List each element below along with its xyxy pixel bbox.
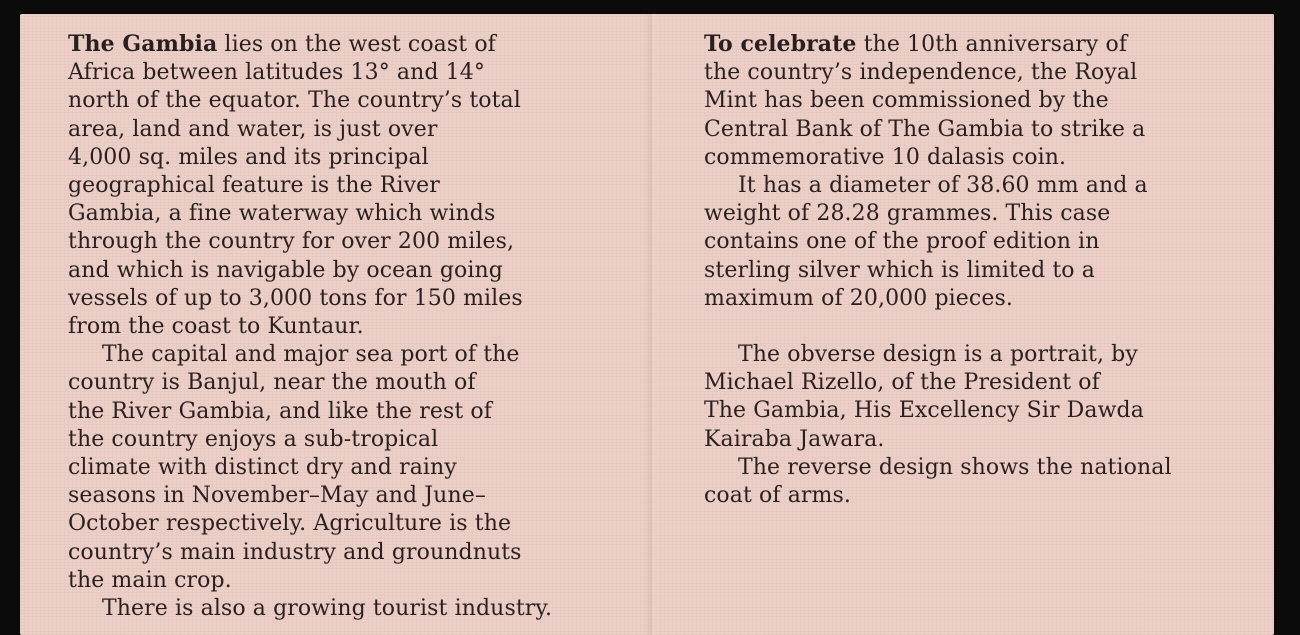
right-paragraph-4: The reverse design shows the national coat of arms.: [704, 454, 1172, 509]
left-panel: [68, 30, 640, 623]
left-lead-text: The Gambia: [68, 31, 218, 57]
left-paragraph-3: There is also a growing tourist industry.: [102, 596, 553, 622]
paragraph-spacer: [704, 313, 1264, 341]
right-paragraph-1: [704, 30, 1264, 172]
left-paragraph-1-text: lies on the west coast of Africa between latitudes 13° and 14° north of the equator. The country’s total area, land and water, is just over 4,000 sq. miles and its principal geographical feature is the River Gambia, a fine waterway which winds through the country for over 200 miles, and which is navigable by ocean going vessels of up to 3,000 tons for 150 miles from the coast to Kuntaur.: [68, 32, 523, 340]
right-panel: [704, 30, 1264, 510]
left-paragraph-1: [68, 30, 640, 341]
right-paragraph-2: It has a diameter of 38.60 mm and a weight of 28.28 grammes. This case contains one of the proof edition in sterling silver which is limited to a maximum of 20,000 pieces.: [704, 173, 1148, 311]
right-paragraph-3: The obverse design is a portrait, by Michael Rizello, of the President of The Gambia, His Excellency Sir Dawda Kairaba Jawara.: [704, 342, 1144, 452]
right-paragraph-1-text: the 10th anniversary of the country’s independence, the Royal Mint has been commissioned by the Central Bank of The Gambia to strike a commemorative 10 dalasis coin.: [704, 32, 1146, 170]
right-lead-text: To celebrate: [704, 31, 857, 57]
left-paragraph-2: The capital and major sea port of the country is Banjul, near the mouth of the River Gambia, and like the rest of the country enjoys a sub-tropical climate with distinct dry and rainy seasons in November–May and June– October respectively. Agriculture is the country’s main industry and groundnuts the main crop.: [68, 342, 522, 593]
center-fold: [645, 14, 659, 635]
